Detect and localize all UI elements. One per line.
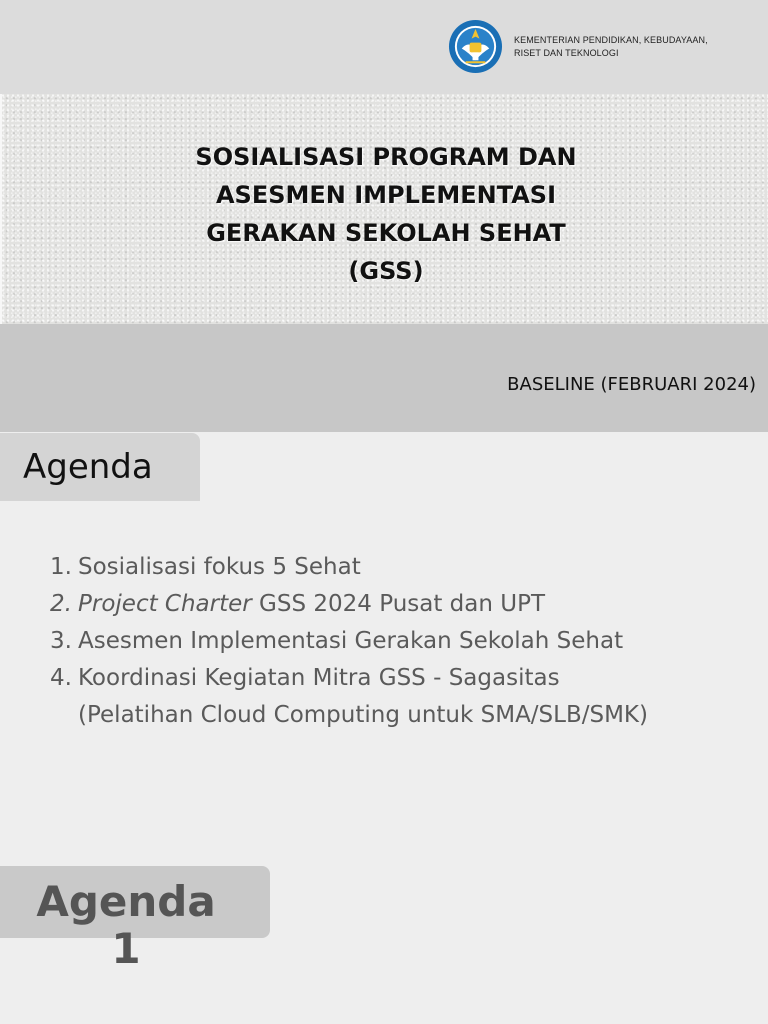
agenda-1-heading (0, 878, 252, 972)
agenda-item-number: 4. (50, 665, 72, 691)
agenda-item-2 (40, 586, 760, 623)
agenda-item-number: 2. (50, 591, 72, 617)
agenda-item-text-line-2: (Pelatihan Cloud Computing untuk SMA/SLB/SMK) (78, 702, 648, 728)
agenda-1-line-2: 1 (111, 924, 141, 973)
agenda-item-number: 3. (50, 628, 72, 654)
agenda-item-1 (40, 549, 760, 586)
agenda-item-4 (40, 660, 760, 734)
title-band (0, 94, 768, 324)
agenda-item-italic-text: Project Charter (78, 591, 252, 617)
agenda-1-line-1: Agenda (36, 877, 216, 926)
agenda-item-text: Asesmen Implementasi Gerakan Sekolah Sehat (78, 628, 624, 654)
agenda-item-text: Sosialisasi fokus 5 Sehat (78, 554, 361, 580)
ministry-line-2: RISET DAN TEKNOLOGI (514, 48, 619, 58)
title-line-4: (GSS) (348, 257, 424, 285)
agenda-list (40, 549, 760, 734)
agenda-item-text (78, 586, 760, 623)
baseline-band (0, 324, 768, 432)
agenda-item-text-line-1: Koordinasi Kegiatan Mitra GSS - Sagasitas (78, 665, 560, 691)
ministry-name (514, 34, 708, 60)
baseline-label: BASELINE (FEBRUARI 2024) (507, 374, 756, 395)
title-line-3: GERAKAN SEKOLAH SEHAT (206, 219, 566, 247)
agenda-item-number: 1. (50, 554, 72, 580)
agenda-tab (0, 433, 200, 501)
agenda-item-regular-text: GSS 2024 Pusat dan UPT (251, 591, 546, 617)
agenda-item-text (78, 660, 760, 734)
slide-title (2, 138, 768, 290)
agenda-heading: Agenda (23, 447, 153, 487)
ministry-line-1: KEMENTERIAN PENDIDIKAN, KEBUDAYAAN, (514, 35, 708, 45)
agenda-item-3 (40, 623, 760, 660)
tut-wuri-handayani-logo-icon (448, 19, 503, 74)
header-bar (0, 0, 768, 94)
title-line-1: SOSIALISASI PROGRAM DAN (195, 143, 577, 171)
title-line-2: ASESMEN IMPLEMENTASI (215, 181, 556, 209)
